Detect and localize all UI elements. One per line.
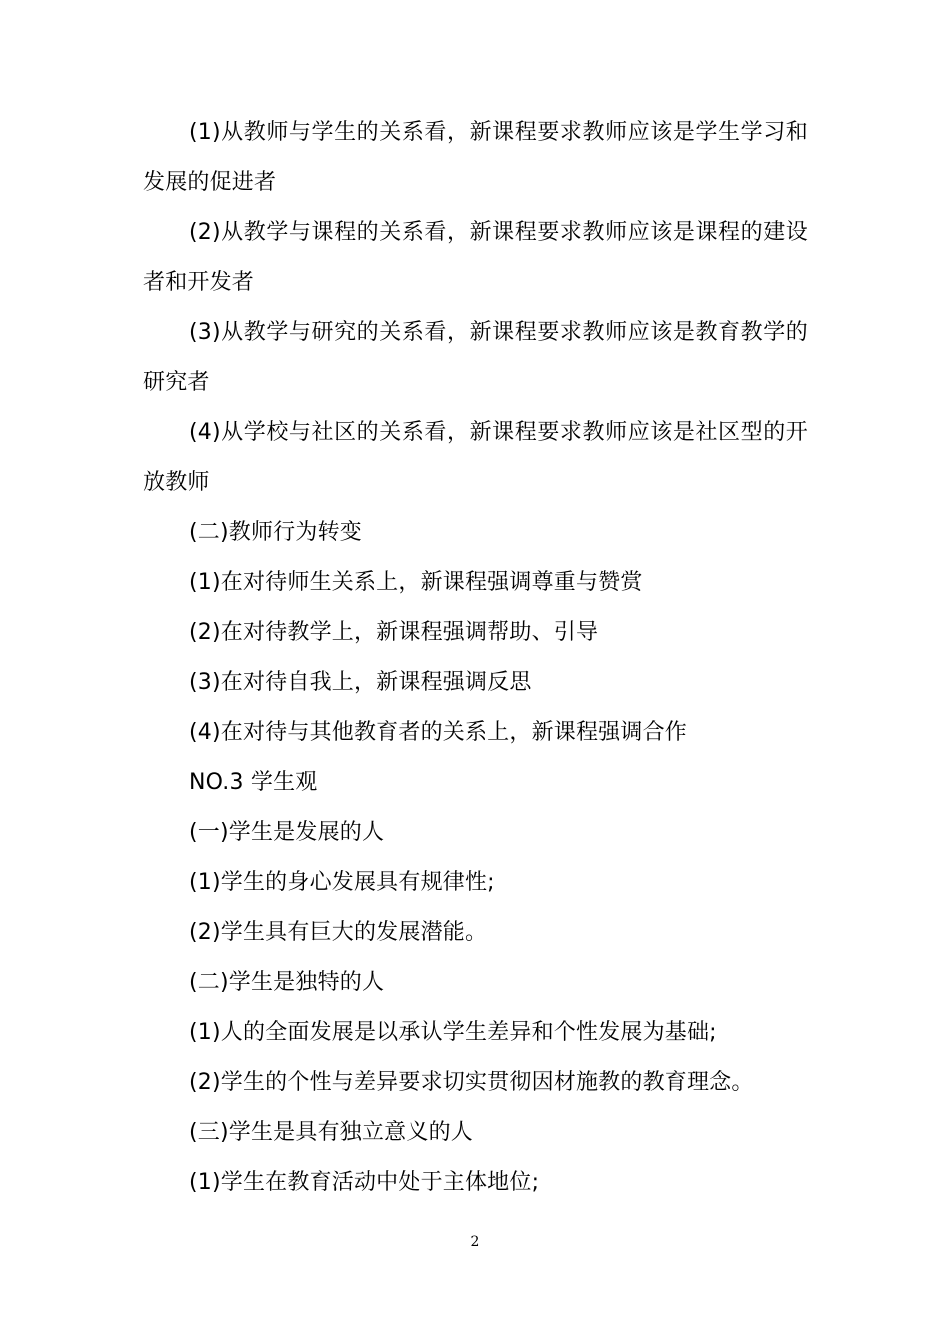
paragraph-teaching-research-relation: (3)从教学与研究的关系看，新课程要求教师应该是教育教学的研究者 xyxy=(143,320,808,395)
paragraph-respect-appreciation: (1)在对待师生关系上，新课程强调尊重与赞赏 xyxy=(189,570,643,595)
paragraph-development-potential: (2)学生具有巨大的发展潜能。 xyxy=(189,920,488,945)
paragraph-development-regularity: (1)学生的身心发展具有规律性; xyxy=(189,870,495,895)
subheading-developing-person: (一)学生是发展的人 xyxy=(189,820,385,845)
document-body xyxy=(143,108,808,1208)
paragraph-school-community-relation: (4)从学校与社区的关系看，新课程要求教师应该是社区型的开放教师 xyxy=(143,420,808,495)
page-number: 2 xyxy=(470,1234,480,1250)
paragraph-teach-by-aptitude: (2)学生的个性与差异要求切实贯彻因材施教的教育理念。 xyxy=(189,1070,754,1095)
paragraph-help-guide: (2)在对待教学上，新课程强调帮助、引导 xyxy=(189,620,599,645)
subheading-independent-person: (三)学生是具有独立意义的人 xyxy=(189,1120,473,1145)
paragraph-subject-status: (1)学生在教育活动中处于主体地位; xyxy=(189,1170,540,1195)
paragraph-cooperation: (4)在对待与其他教育者的关系上，新课程强调合作 xyxy=(189,720,687,745)
paragraph-teacher-student-relation: (1)从教师与学生的关系看，新课程要求教师应该是学生学习和发展的促进者 xyxy=(143,120,808,195)
subheading-unique-person: (二)学生是独特的人 xyxy=(189,970,385,995)
paragraph-individual-differences: (1)人的全面发展是以承认学生差异和个性发展为基础; xyxy=(189,1020,717,1045)
section-heading-teacher-behavior: (二)教师行为转变 xyxy=(189,520,362,545)
paragraph-teaching-curriculum-relation: (2)从教学与课程的关系看，新课程要求教师应该是课程的建设者和开发者 xyxy=(143,220,808,295)
section-heading-student-view: NO.3 学生观 xyxy=(189,770,318,795)
paragraph-reflection: (3)在对待自我上，新课程强调反思 xyxy=(189,670,532,695)
